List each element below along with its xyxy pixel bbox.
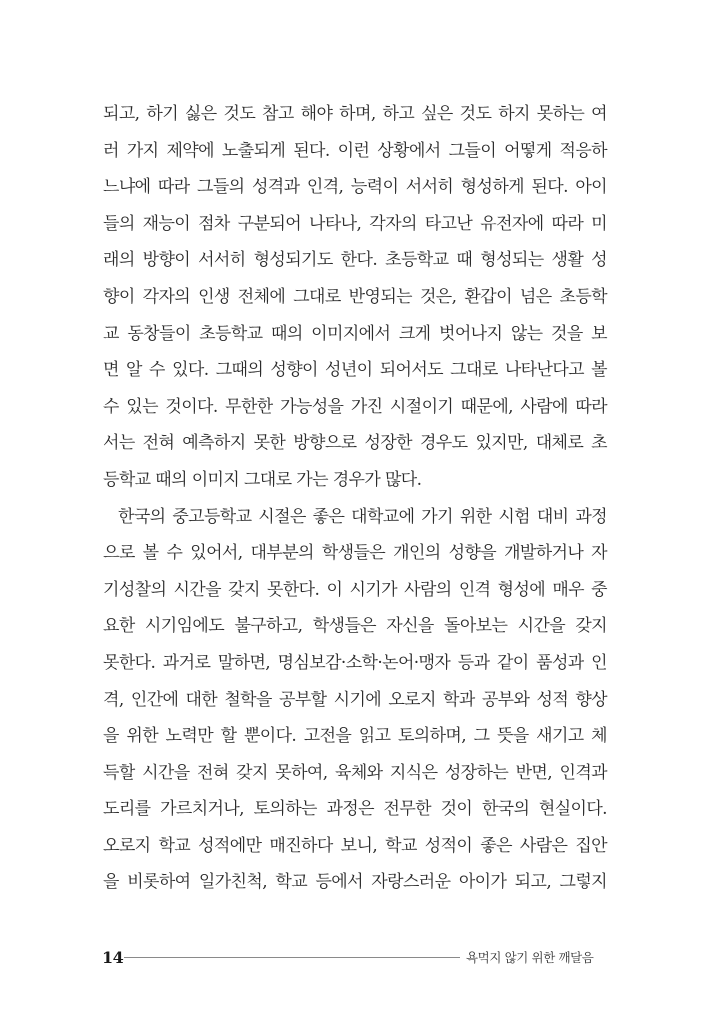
text-line: 느냐에 따라 그들의 성격과 인격, 능력이 서서히 형성하게 된다. 아이 (103, 177, 607, 198)
text-line: 기성찰의 시간을 갖지 못한다. 이 시기가 사람의 인격 형성에 매우 중 (103, 579, 607, 600)
running-title: 욕먹지 않기 위한 깨달음 (466, 950, 594, 965)
text-line: 으로 볼 수 있어서, 대부분의 학생들은 개인의 성향을 개발하거나 자 (103, 543, 607, 564)
paragraph-2 (103, 499, 607, 902)
text-line: 러 가지 제약에 노출되게 된다. 이런 상황에서 그들이 어떻게 적응하 (103, 140, 607, 161)
paragraph-1 (103, 96, 607, 499)
text-line: 되고, 하기 싫은 것도 참고 해야 하며, 하고 싶은 것도 하지 못하는 여 (103, 104, 607, 124)
text-line: 득할 시간을 전혀 갖지 못하여, 육체와 지식은 성장하는 반면, 인격과 (103, 762, 607, 783)
text-line: 서는 전혀 예측하지 못한 방향으로 성장한 경우도 있지만, 대체로 초 (103, 433, 607, 454)
text-line: 한국의 중고등학교 시절은 좋은 대학교에 가기 위한 시험 대비 과정 (118, 506, 607, 527)
text-line: 들의 재능이 점차 구분되어 나타나, 각자의 타고난 유전자에 따라 미 (103, 213, 607, 234)
page-number: 14 (102, 948, 124, 967)
text-line: 수 있는 것이다. 무한한 가능성을 가진 시절이기 때문에, 사람에 따라 (103, 396, 607, 417)
text-line: 을 비롯하여 일가친척, 학교 등에서 자랑스러운 아이가 되고, 그렇지 (103, 872, 607, 893)
text-line: 격, 인간에 대한 철학을 공부할 시기에 오로지 학과 공부와 성적 향상 (103, 689, 607, 710)
text-line: 못한다. 과거로 말하면, 명심보감·소학·논어·맹자 등과 같이 품성과 인 (103, 652, 607, 673)
text-line: 오로지 학교 성적에만 매진하다 보니, 학교 성적이 좋은 사람은 집안 (103, 835, 607, 856)
text-line: 도리를 가르치거나, 토의하는 과정은 전무한 것이 한국의 현실이다. (103, 799, 607, 820)
body-text (103, 96, 607, 901)
page-footer (102, 946, 607, 970)
text-line: 등학교 때의 이미지 그대로 가는 경우가 많다. (103, 469, 422, 490)
text-line: 을 위한 노력만 할 뿐이다. 고전을 읽고 토의하며, 그 뜻을 새기고 체 (103, 726, 607, 747)
footer-rule-divider (124, 957, 460, 958)
text-line: 향이 각자의 인생 전체에 그대로 반영되는 것은, 환갑이 넘은 초등학 (103, 286, 607, 307)
text-line: 요한 시기임에도 불구하고, 학생들은 자신을 돌아보는 시간을 갖지 (103, 616, 607, 637)
text-line: 면 알 수 있다. 그때의 성향이 성년이 되어서도 그대로 나타난다고 볼 (103, 360, 607, 381)
text-line: 교 동창들이 초등학교 때의 이미지에서 크게 벗어나지 않는 것을 보 (103, 323, 607, 344)
text-line: 래의 방향이 서서히 형성되기도 한다. 초등학교 때 형성되는 생활 성 (103, 250, 607, 271)
